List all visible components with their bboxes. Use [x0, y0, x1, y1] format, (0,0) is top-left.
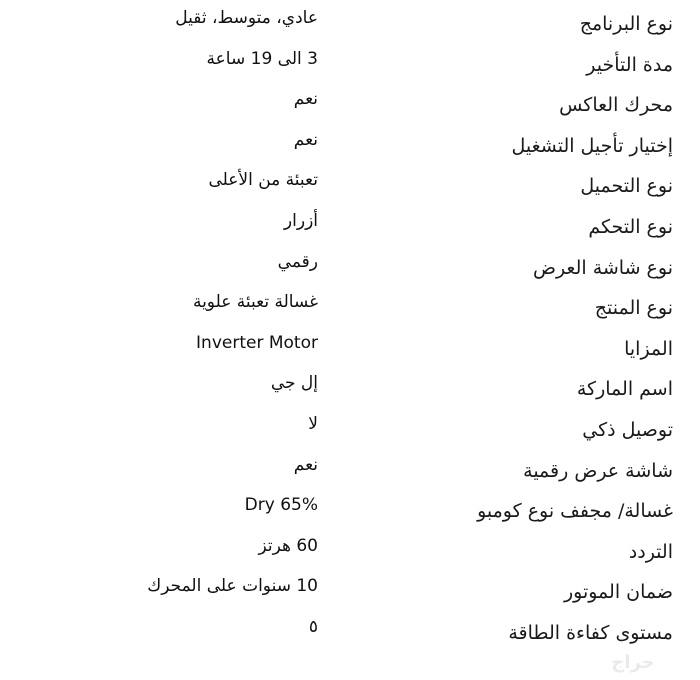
spec-row-control-type [0, 203, 700, 244]
spec-value: Dry 65% [244, 495, 318, 516]
spec-label: التردد [628, 540, 673, 563]
spec-label: إختيار تأجيل التشغيل [511, 134, 673, 157]
spec-value: ٥ [308, 616, 318, 637]
spec-value: عادي، متوسط، ثقيل [175, 8, 318, 28]
spec-row-inverter-motor [0, 81, 700, 122]
spec-row-display-type [0, 244, 700, 285]
spec-value: أزرار [283, 210, 318, 231]
spec-value: Inverter Motor [196, 332, 318, 353]
spec-label: المزايا [624, 337, 673, 360]
spec-label: نوع البرنامج [579, 13, 673, 35]
spec-row-motor-warranty [0, 568, 700, 609]
spec-row-product-type [0, 284, 700, 325]
spec-row-frequency [0, 528, 700, 569]
spec-label: نوع التحميل [580, 175, 673, 198]
spec-label: نوع شاشة العرض [532, 256, 673, 279]
spec-row-delay-duration [0, 41, 700, 82]
spec-label: محرك العاكس [559, 94, 673, 117]
spec-row-load-type [0, 162, 700, 203]
spec-label: مدة التأخير [586, 53, 673, 76]
watermark-logo [578, 646, 688, 676]
spec-value: 3 الى 19 ساعة [206, 48, 318, 69]
watermark-text: حراج [611, 652, 655, 673]
spec-label: ضمان الموتور [563, 581, 673, 604]
spec-row-delay-start [0, 122, 700, 163]
spec-value: لا [308, 413, 318, 434]
spec-row-digital-display [0, 447, 700, 488]
spec-value: غسالة تعبئة علوية [192, 292, 318, 313]
spec-value: نعم [293, 454, 318, 475]
spec-label: نوع التحكم [588, 215, 673, 238]
spec-label: اسم الماركة [576, 378, 673, 401]
spec-label: مستوى كفاءة الطاقة [508, 621, 673, 644]
spec-value: إل جي [270, 373, 318, 394]
spec-label: توصيل ذكي [582, 418, 673, 441]
spec-label: غسالة/ مجفف نوع كومبو [477, 500, 673, 523]
spec-row-washer-dryer-combo [0, 487, 700, 528]
spec-value: رقمي [277, 251, 318, 272]
spec-value: 10 سنوات على المحرك [147, 576, 318, 597]
spec-value: 60 هرتز [258, 535, 318, 556]
spec-label: نوع المنتج [594, 297, 673, 320]
spec-row-program-type [0, 0, 700, 41]
spec-row-smart-connect [0, 406, 700, 447]
spec-value: تعبئة من الأعلى [208, 170, 318, 191]
spec-value: نعم [293, 129, 318, 150]
spec-row-features [0, 325, 700, 366]
spec-label: شاشة عرض رقمية [523, 459, 673, 482]
spec-row-energy-efficiency [0, 609, 700, 650]
spec-value: نعم [293, 89, 318, 110]
spec-row-brand-name [0, 365, 700, 406]
